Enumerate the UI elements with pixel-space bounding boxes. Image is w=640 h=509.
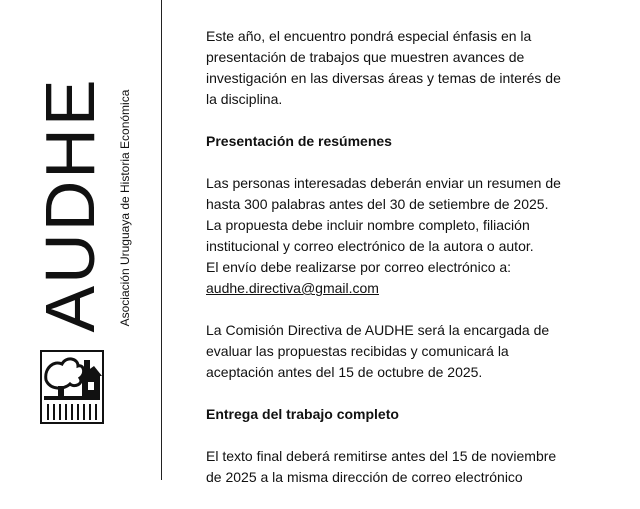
text-line: presentación de trabajos que muestren avances de — [206, 49, 525, 65]
text-line: investigación en las diversas áreas y temas de interés de — [206, 70, 561, 86]
text-line: El envío debe realizarse por correo electrónico a: — [206, 259, 512, 275]
text-line: Este año, el encuentro pondrá especial énfasis en la — [206, 28, 532, 44]
text-line: hasta 300 palabras antes del 30 de setiembre de 2025. — [206, 196, 549, 212]
abstracts-paragraph — [206, 173, 606, 299]
full-paper-paragraph — [206, 446, 606, 488]
text-line: La propuesta debe incluir nombre completo, filiación — [206, 217, 530, 233]
committee-paragraph — [206, 320, 606, 383]
document-body — [206, 26, 606, 509]
section-heading-abstracts: Presentación de resúmenes — [206, 133, 392, 149]
text-line: la disciplina. — [206, 91, 283, 107]
vertical-divider — [161, 0, 162, 480]
emblem-icon — [40, 350, 104, 424]
text-line: institucional y correo electrónico de la autora o autor. — [206, 238, 534, 254]
section-heading-full-paper: Entrega del trabajo completo — [206, 406, 399, 422]
intro-paragraph — [206, 26, 606, 110]
email-link[interactable]: audhe.directiva@gmail.com — [206, 280, 379, 296]
logo-subtitle: Asociación Uruguaya de Historia Económica — [118, 89, 132, 327]
logo-wordmark: AUDHE — [31, 77, 109, 333]
text-line: de 2025 a la misma dirección de correo electrónico — [206, 469, 523, 485]
text-line: El texto final deberá remitirse antes del 15 de noviembre — [206, 448, 557, 464]
sidebar-logo-panel — [0, 0, 162, 480]
text-line: evaluar las propuestas recibidas y comunicará la — [206, 343, 509, 359]
text-line: Las personas interesadas deberán enviar un resumen de — [206, 175, 561, 191]
text-line: aceptación antes del 15 de octubre de 2025. — [206, 364, 483, 380]
text-line: La Comisión Directiva de AUDHE será la encargada de — [206, 322, 550, 338]
